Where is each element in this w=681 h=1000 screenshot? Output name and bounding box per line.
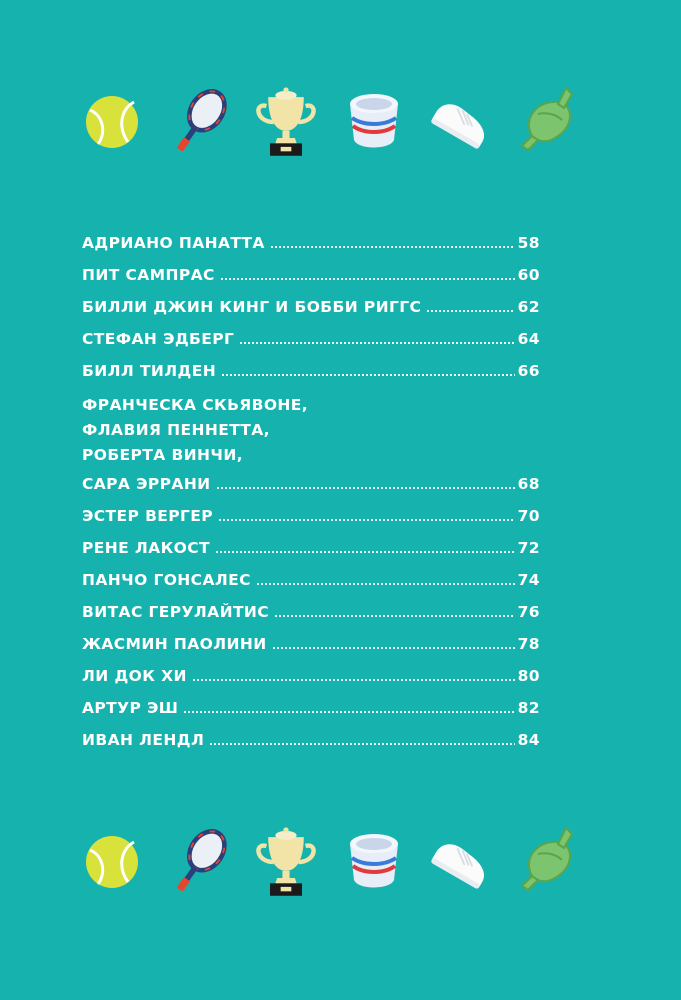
dot-leader — [220, 278, 515, 280]
toc-entry-page: 82 — [517, 699, 540, 717]
dot-leader — [192, 679, 515, 681]
tennis-racket-icon — [167, 82, 231, 162]
tennis-ball-icon — [80, 822, 144, 902]
toc-entry-page: 68 — [517, 475, 540, 493]
toc-entry-multiline[interactable] — [82, 393, 540, 500]
toc-entry-page: 74 — [517, 571, 540, 589]
toc-entry-title: БИЛЛИ ДЖИН КИНГ И БОББИ РИГГС — [82, 298, 422, 316]
toc-entry[interactable] — [82, 532, 540, 564]
dot-leader — [209, 743, 514, 745]
toc-entry-title: САРА ЭРРАНИ — [82, 475, 211, 493]
toc-entry-title: ЛИ ДОК ХИ — [82, 667, 187, 685]
toc-entry-title: АРТУР ЭШ — [82, 699, 179, 717]
toc-entry-title: СТЕФАН ЭДБЕРГ — [82, 330, 235, 348]
toc-entry-title-line: ФЛАВИЯ ПЕННЕТТА, — [82, 421, 270, 439]
dot-leader — [272, 647, 515, 649]
sneaker-icon — [429, 822, 493, 902]
toc-entry-title: РЕНЕ ЛАКОСТ — [82, 539, 210, 557]
toc-entry[interactable] — [82, 660, 540, 692]
toc-entry-page: 66 — [517, 362, 540, 380]
toc-entry[interactable] — [82, 564, 540, 596]
toc-entry-page: 80 — [517, 667, 540, 685]
table-of-contents — [82, 227, 540, 756]
decorative-icon-row-bottom — [80, 822, 580, 902]
bandana-icon — [516, 822, 580, 902]
toc-entry-title: ЖАСМИН ПАОЛИНИ — [82, 635, 267, 653]
dot-leader — [218, 519, 515, 521]
toc-entry[interactable] — [82, 291, 540, 323]
toc-entry-page: 64 — [517, 330, 540, 348]
sneaker-icon — [429, 82, 493, 162]
dot-leader — [216, 487, 515, 489]
dot-leader — [221, 374, 515, 376]
toc-entry-title-line: ФРАНЧЕСКА СКЬЯВОНЕ, — [82, 396, 309, 414]
toc-entry-page: 76 — [517, 603, 540, 621]
tennis-ball-icon — [80, 82, 144, 162]
toc-entry-title: БИЛЛ ТИЛДЕН — [82, 362, 217, 380]
toc-entry[interactable] — [82, 596, 540, 628]
toc-entry-title-line: РОБЕРТА ВИНЧИ, — [82, 446, 244, 464]
toc-entry-page: 62 — [517, 298, 540, 316]
toc-entry[interactable] — [82, 724, 540, 756]
dot-leader — [183, 711, 514, 713]
toc-entry[interactable] — [82, 355, 540, 387]
toc-entry-page: 72 — [517, 539, 540, 557]
toc-entry-page: 60 — [517, 266, 540, 284]
toc-entry[interactable] — [82, 259, 540, 291]
dot-leader — [256, 583, 515, 585]
tennis-racket-icon — [167, 822, 231, 902]
toc-entry[interactable] — [82, 500, 540, 532]
toc-entry[interactable] — [82, 323, 540, 355]
toc-entry-page: 70 — [517, 507, 540, 525]
toc-entry-page: 78 — [517, 635, 540, 653]
dot-leader — [426, 310, 514, 312]
decorative-icon-row-top — [80, 82, 580, 162]
dot-leader — [239, 342, 514, 344]
bandana-icon — [516, 82, 580, 162]
dot-leader — [274, 615, 515, 617]
toc-entry[interactable] — [82, 227, 540, 259]
trophy-icon — [254, 82, 318, 162]
dot-leader — [270, 246, 515, 248]
toc-entry-title: АДРИАНО ПАНАТТА — [82, 234, 265, 252]
toc-entry-page: 84 — [517, 731, 540, 749]
toc-entry-title: ВИТАС ГЕРУЛАЙТИС — [82, 603, 270, 621]
toc-entry-title: ПИТ САМПРАС — [82, 266, 215, 284]
trophy-icon — [254, 822, 318, 902]
toc-entry-page: 58 — [517, 234, 540, 252]
dot-leader — [215, 551, 515, 553]
toc-entry-title: ИВАН ЛЕНДЛ — [82, 731, 205, 749]
wristband-icon — [342, 822, 406, 902]
toc-entry-title: ПАНЧО ГОНСАЛЕС — [82, 571, 251, 589]
toc-entry[interactable] — [82, 628, 540, 660]
toc-entry-last-line — [82, 468, 540, 500]
toc-entry[interactable] — [82, 692, 540, 724]
toc-entry-title: ЭСТЕР ВЕРГЕР — [82, 507, 214, 525]
wristband-icon — [342, 82, 406, 162]
